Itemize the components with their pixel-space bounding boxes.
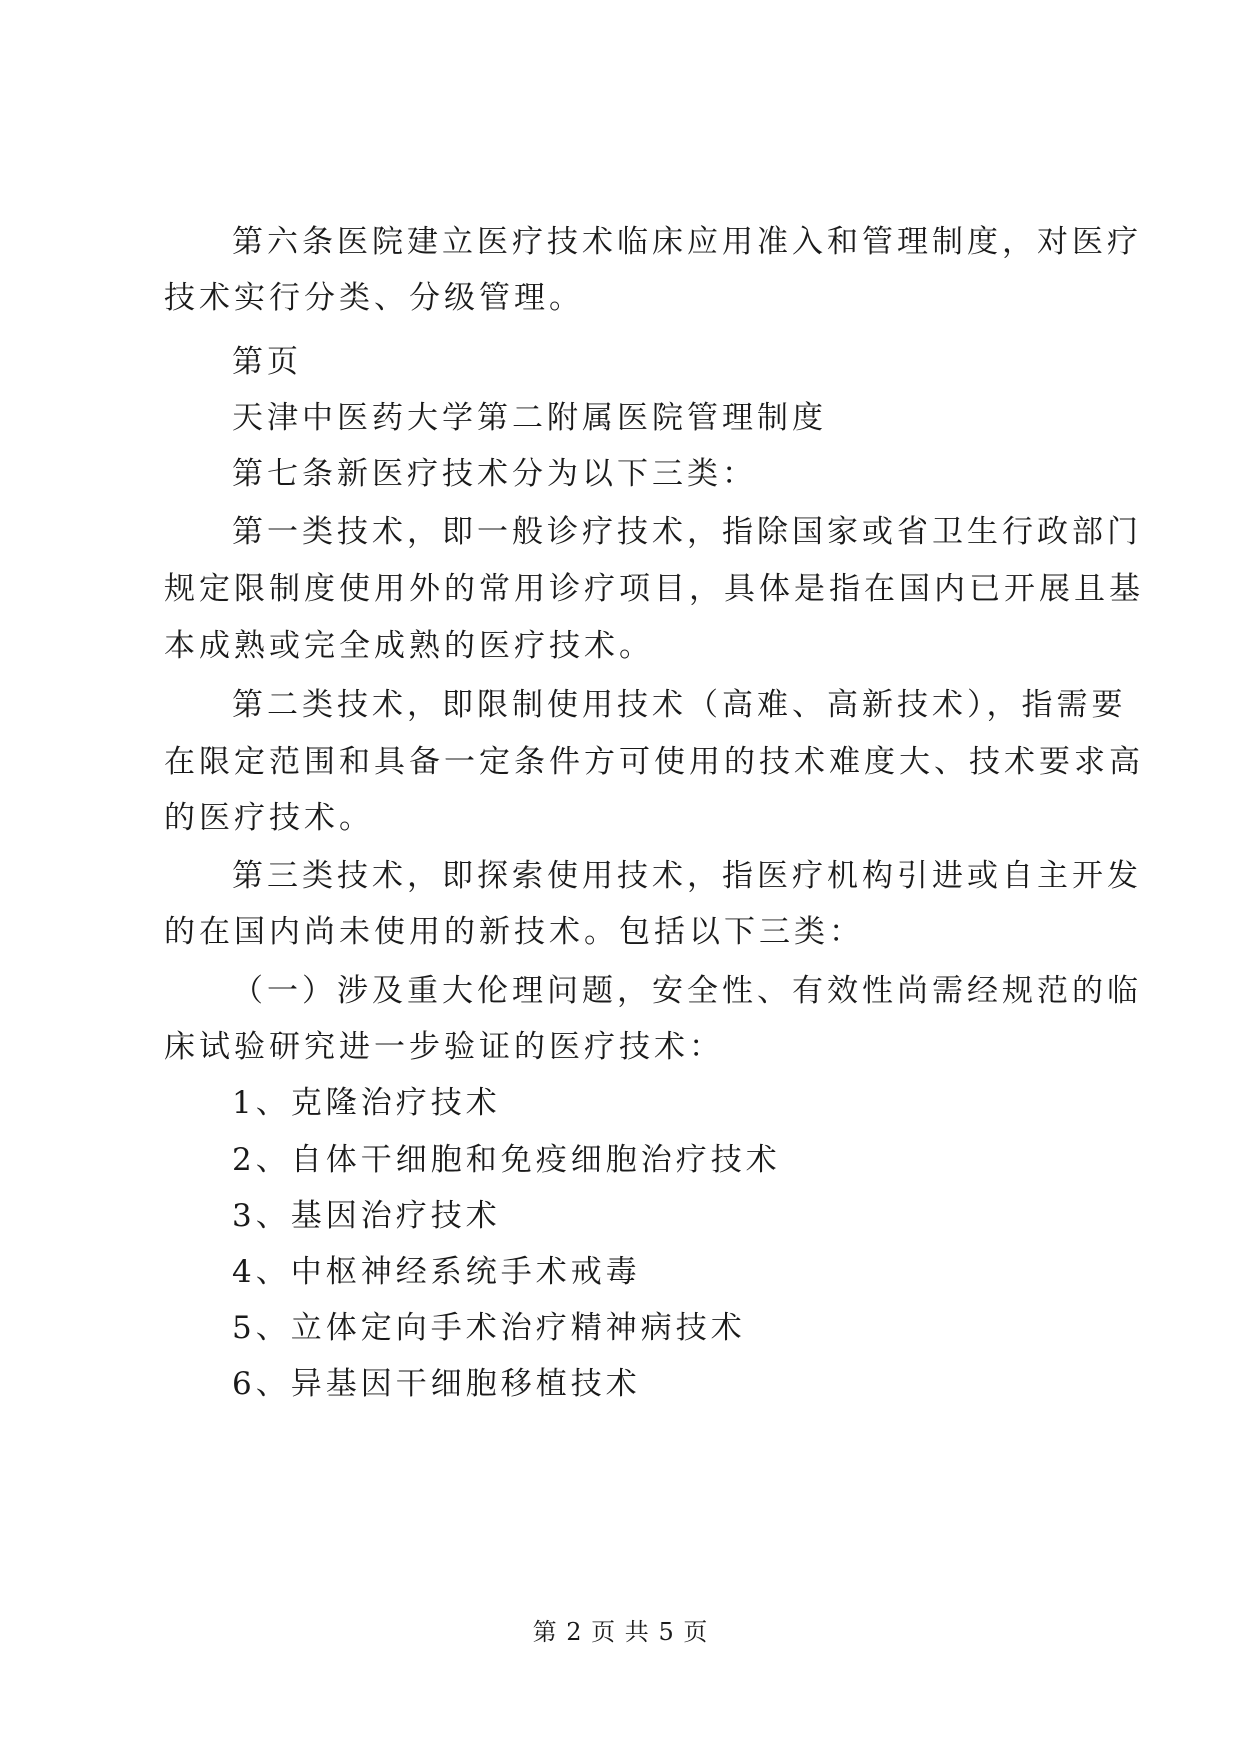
paragraph-line: 床试验研究进一步验证的医疗技术： [164, 1029, 724, 1065]
paragraph-line: 规定限制度使用外的常用诊疗项目，具体是指在国内已开展且基 [164, 571, 1144, 607]
paragraph-line: 第七条新医疗技术分为以下三类： [232, 456, 757, 492]
list-item: 3、基因治疗技术 [232, 1198, 501, 1234]
paragraph-line: （一）涉及重大伦理问题，安全性、有效性尚需经规范的临 [232, 973, 1142, 1009]
paragraph-line: 技术实行分类、分级管理。 [164, 280, 584, 316]
list-item: 1、克隆治疗技术 [232, 1085, 501, 1121]
list-item: 4、中枢神经系统手术戒毒 [232, 1254, 641, 1290]
paragraph-line: 第六条医院建立医疗技术临床应用准入和管理制度，对医疗 [232, 224, 1142, 260]
paragraph-line: 的在国内尚未使用的新技术。包括以下三类： [164, 914, 864, 950]
institution-heading: 天津中医药大学第二附属医院管理制度 [232, 400, 827, 436]
page-footer: 第 2 页 共 5 页 [532, 1618, 709, 1646]
paragraph-line: 第二类技术，即限制使用技术（高难、高新技术），指需要 [232, 687, 1127, 723]
paragraph-line: 的医疗技术。 [164, 800, 374, 836]
page-marker: 第页 [232, 344, 302, 380]
paragraph-line: 本成熟或完全成熟的医疗技术。 [164, 628, 654, 664]
paragraph-line: 第三类技术，即探索使用技术，指医疗机构引进或自主开发 [232, 858, 1142, 894]
paragraph-line: 第一类技术，即一般诊疗技术，指除国家或省卫生行政部门 [232, 514, 1142, 550]
paragraph-line: 在限定范围和具备一定条件方可使用的技术难度大、技术要求高 [164, 744, 1144, 780]
list-item: 2、自体干细胞和免疫细胞治疗技术 [232, 1142, 781, 1178]
list-item: 6、异基因干细胞移植技术 [232, 1366, 641, 1402]
list-item: 5、立体定向手术治疗精神病技术 [232, 1310, 746, 1346]
